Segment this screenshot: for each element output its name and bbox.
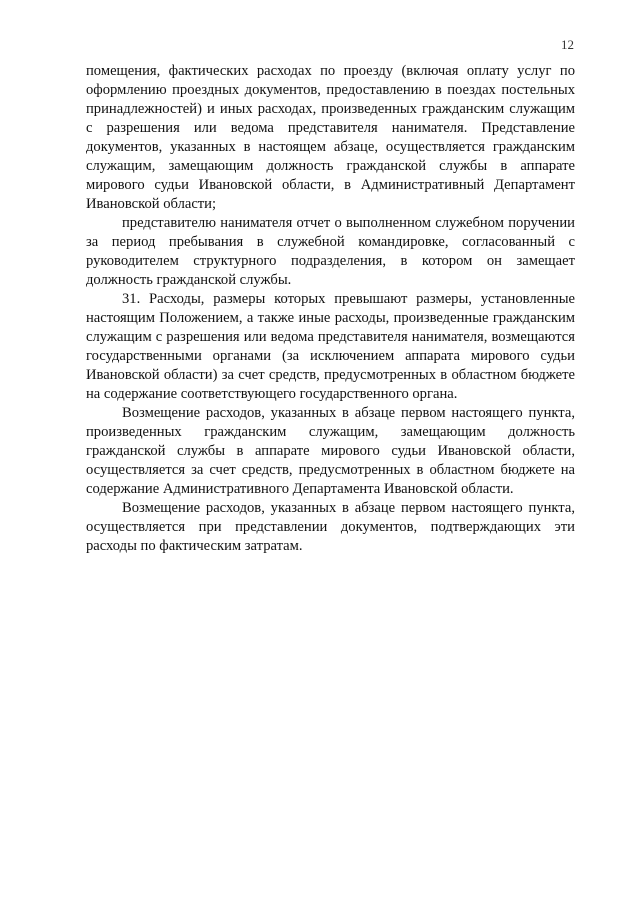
paragraph-item-31: 31. Расходы, размеры которых превышают размеры, установленные настоящим Положением, а также иные расходы, произведенные гражданским служащим с разрешения или ведома представителя нанимателя, возмещаются государственными органами (за исключением аппарата мирового судьи Ивановской области) за счет средств, предусмотренных в областном бюджете на содержание соответствующего государственного органа. (86, 291, 575, 402)
paragraph-reimbursement-documents: Возмещение расходов, указанных в абзаце первом настоящего пункта, осуществляется при представлении документов, подтверждающих эти расходы по фактическим затратам. (86, 500, 575, 554)
page-number: 12 (561, 37, 574, 52)
document-body (86, 62, 575, 556)
paragraph-reimbursement-court-staff: Возмещение расходов, указанных в абзаце первом настоящего пункта, произведенных гражданским служащим, замещающим должность гражданской службы в аппарате мирового судьи Ивановской области, осуществляется за счет средств, предусмотренных в областном бюджете на содержание Административного Департамента Ивановской области. (86, 405, 575, 497)
paragraph-report-to-employer: представителю нанимателя отчет о выполненном служебном поручении за период пребывания в служебной командировке, согласованный с руководителем структурного подразделения, в котором он замещает должность гражданской службы. (86, 215, 575, 288)
paragraph-continuation: помещения, фактических расходах по проезду (включая оплату услуг по оформлению проездных документов, предоставлению в поездах постельных принадлежностей) и иных расходах, произведенных гражданским служащим с разрешения или ведома представителя нанимателя. Представление документов, указанных в настоящем абзаце, осуществляется гражданским служащим, замещающим должность гражданской службы в аппарате мирового судьи Ивановской области, в Административный Департамент Ивановской области; (86, 63, 575, 212)
